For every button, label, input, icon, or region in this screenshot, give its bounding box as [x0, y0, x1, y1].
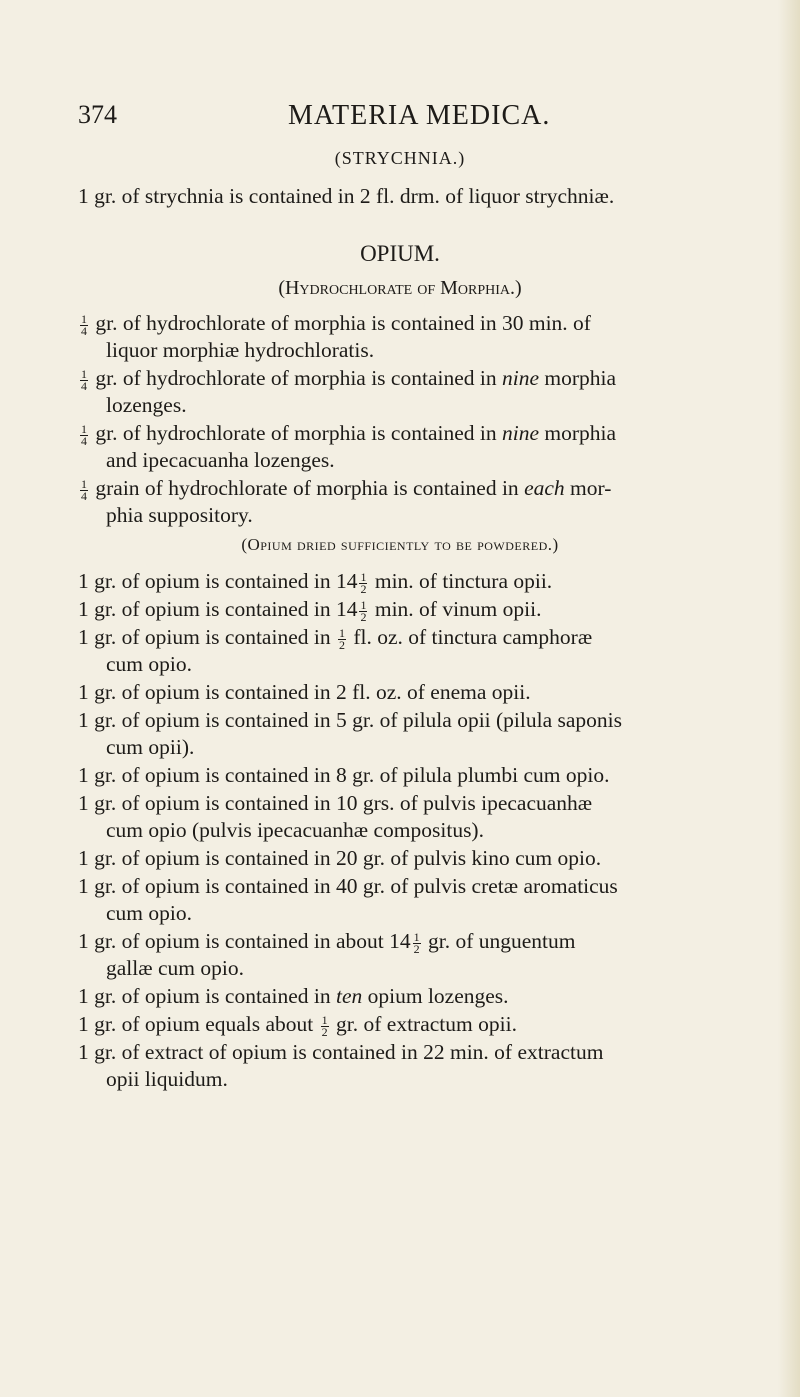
opium-entry-7: 1 gr. of opium is contained in 10 grs. of pulvis ipecacuanhæ cum opio (pulvis ipecacuanhæ compositus). — [78, 791, 593, 842]
fraction-quarter: $\frac{1}{4}$ — [81, 311, 87, 338]
opium-entry-8: 1 gr. of opium is contained in 20 gr. of pulvis kino cum opio. — [78, 846, 602, 870]
strychnia-entry: 1 gr. of strychnia is contained in 2 fl. drm. of liquor strychniæ. — [78, 184, 615, 208]
opium-entry-13: 1 gr. of extract of opium is contained in 22 min. of extractum opii liquidum. — [78, 1040, 604, 1091]
page-edge-shading — [778, 0, 800, 1397]
page-header — [78, 100, 718, 140]
morphia-entry-2: $\frac{1}{4}$ gr. of hydrochlorate of morphia is contained in nine morphia lozenges. — [81, 366, 617, 417]
morphia-entry-3: $\frac{1}{4}$ gr. of hydrochlorate of morphia is contained in nine morphia and ipecacuanha lozenges. — [81, 421, 617, 472]
morphia-entry-4: $\frac{1}{4}$ grain of hydrochlorate of morphia is contained in each mor- phia suppository. — [81, 476, 612, 527]
fraction-quarter: $\frac{1}{4}$ — [81, 421, 87, 448]
section-title-opium: OPIUM. — [360, 241, 440, 266]
morphia-entry-1: $\frac{1}{4}$ gr. of hydrochlorate of morphia is contained in 30 min. of liquor morphiæ hydrochloratis. — [81, 311, 591, 362]
opium-entry-1: 1 gr. of opium is contained in 14 $\frac{1}{2}$ min. of tinctura opii. — [78, 569, 553, 596]
fraction-half: $\frac{1}{2}$ — [338, 625, 345, 652]
opium-entry-3: 1 gr. of opium is contained in $\frac{1}{2}$ fl. oz. of tinctura camphoræ cum opio. — [78, 625, 593, 676]
fraction-quarter: $\frac{1}{4}$ — [81, 366, 87, 393]
subheading-opium-dried: (Opium dried sufficiently to be powdered.) — [241, 535, 559, 554]
fraction-quarter: $\frac{1}{4}$ — [81, 476, 87, 503]
opium-entry-5: 1 gr. of opium is contained in 5 gr. of pilula opii (pilula saponis cum opii). — [78, 708, 623, 759]
opium-entry-10: 1 gr. of opium is contained in about 14 $\frac{1}{2}$ gr. of unguentum gallæ cum opio. — [78, 929, 576, 980]
page-number: 374 — [78, 100, 117, 129]
fraction-half: $\frac{1}{2}$ — [360, 569, 367, 596]
subheading-hydrochlorate-morphia: (Hydrochlorate of Morphia.) — [278, 277, 522, 299]
section-heading-strychnia: (STRYCHNIA.) — [334, 148, 466, 168]
opium-entry-2: 1 gr. of opium is contained in 14 $\frac{1}{2}$ min. of vinum opii. — [78, 597, 542, 624]
fraction-half: $\frac{1}{2}$ — [413, 929, 420, 956]
running-title: MATERIA MEDICA. — [288, 100, 551, 131]
opium-entry-12: 1 gr. of opium equals about $\frac{1}{2}$ gr. of extractum opii. — [78, 1012, 517, 1039]
opium-entry-9: 1 gr. of opium is contained in 40 gr. of pulvis cretæ aromaticus cum opio. — [78, 874, 618, 925]
fraction-half: $\frac{1}{2}$ — [360, 597, 367, 624]
opium-entry-4: 1 gr. of opium is contained in 2 fl. oz. of enema opii. — [78, 680, 531, 704]
opium-entry-11: 1 gr. of opium is contained in ten opium lozenges. — [78, 984, 509, 1008]
fraction-half: $\frac{1}{2}$ — [321, 1012, 328, 1039]
opium-entry-6: 1 gr. of opium is contained in 8 gr. of pilula plumbi cum opio. — [78, 763, 610, 787]
